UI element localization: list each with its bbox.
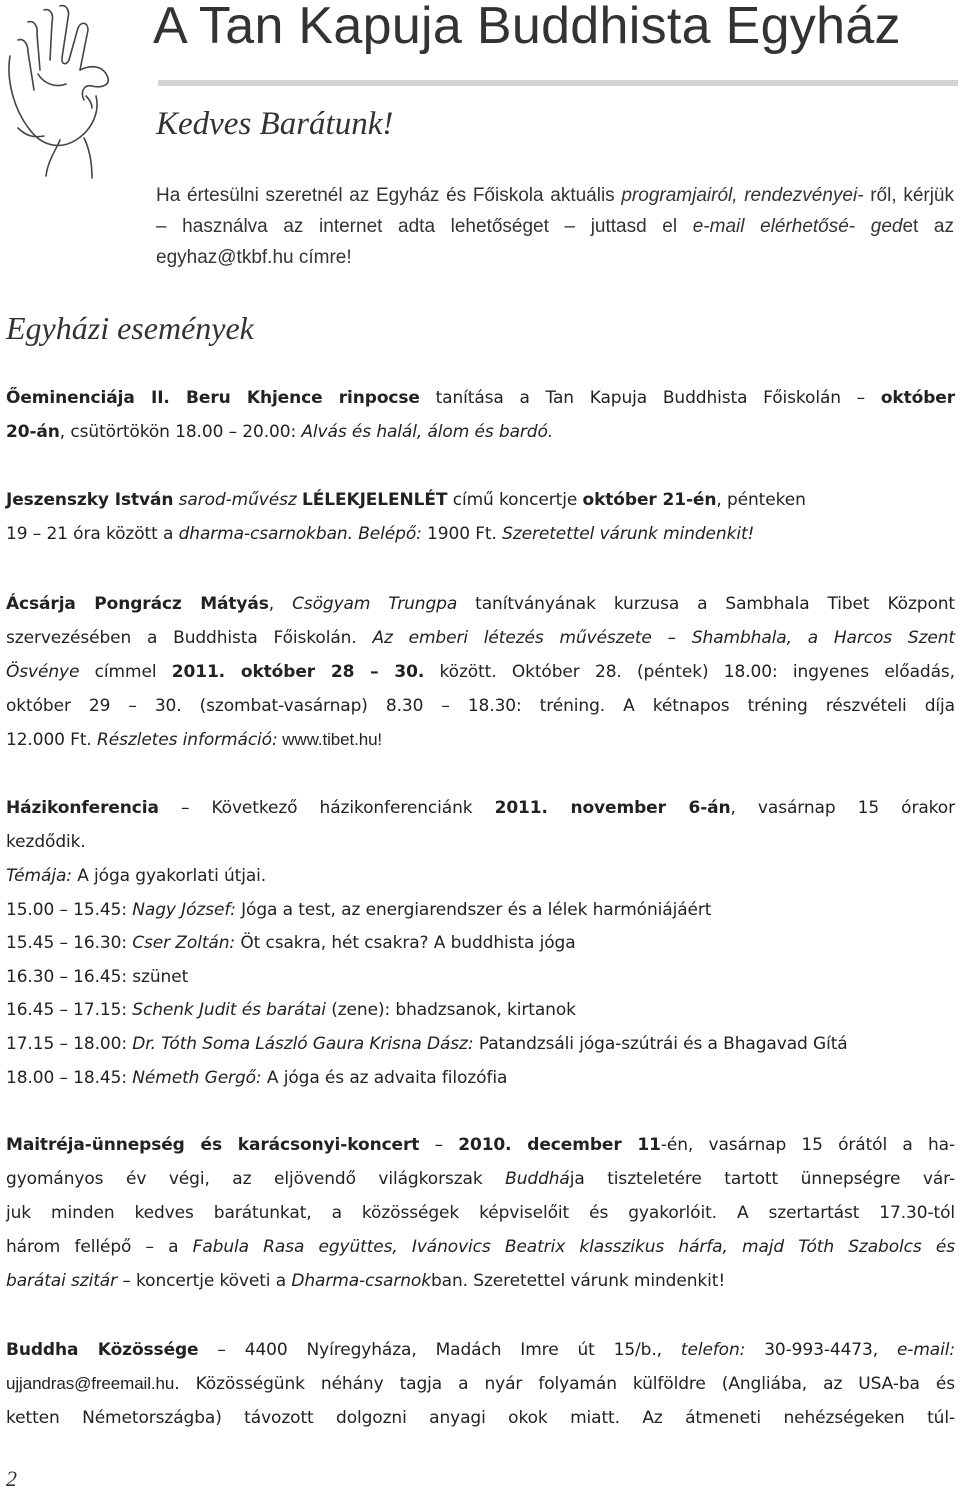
conference-schedule: [6, 860, 955, 1095]
schedule-item: 16.30 – 16.45: szünet: [6, 966, 189, 987]
event-jeszenszky-concert: Jeszenszky István sarod-művész LÉLEKJELENLÉT című koncertje október 21-én, pénteken 19 – 21 óra között a dharma-csarnokban. Belépő: 1900 Ft. Szeretettel várunk mindenkit!: [6, 490, 806, 544]
buddha-community-notice: Buddha Közössége – 4400 Nyíregyháza, Madách Imre út 15/b., telefon: 30-993-4473, e-mail: ujjandras@freemail.hu. Közösségünk néhány tagja a nyár folyamán külföldre (Angliába, az USA-ba és ketten Németországba) távozott dolgozni anyagi okok miatt. Az átmeneti nehézségeken túl-: [6, 1340, 955, 1428]
schedule-item: 15.45 – 16.30: Cser Zoltán: Öt csakra, hét csakra? A buddhista jóga: [6, 933, 576, 954]
schedule-item: 18.00 – 18.45: Németh Gergő: A jóga és az advaita filozófia: [6, 1067, 508, 1088]
event-beru-khjence: Őeminenciája II. Beru Khjence rinpocse tanítása a Tan Kapuja Buddhista Főiskolán – október 20-án, csütörtökön 18.00 – 20.00: Alvás és halál, álom és bardó.: [6, 388, 955, 442]
schedule-item: 16.45 – 17.15: Schenk Judit és barátai (zene): bhadzsanok, kirtanok: [6, 1000, 576, 1021]
schedule-item: 15.00 – 15.45: Nagy József: Jóga a test, az energiarendszer és a lélek harmóniájáért: [6, 899, 712, 920]
event-shambhala-course: Ácsárja Pongrácz Mátyás, Csögyam Trungpa tanítványának kurzusa a Sambhala Tibet Központ szervezésében a Buddhista Főiskolán. Az emberi létezés művészete – Shambhala, a Harcos Szent Ösvénye címmel 2011. október 28 – 30. között. Október 28. (péntek) 18.00: ingyenes előadás, október 29 – 30. (szombat-vasárnap) 8.30 – 18.30: tréning. A kétnapos tréning részvételi díja 12.000 Ft. Részletes információ: www.tibet.hu!: [6, 594, 955, 750]
page-title: A Tan Kapuja Buddhista Egyház: [153, 0, 901, 55]
mudra-hand-illustration: [0, 0, 150, 190]
community-email-link[interactable]: ujjandras@freemail.hu: [6, 1374, 175, 1393]
theme-line: Témája: A jóga gyakorlati útjai.: [6, 866, 267, 886]
title-divider: [158, 80, 958, 86]
email-link[interactable]: egyhaz@tkbf.hu: [156, 247, 294, 268]
page-number: 2: [6, 1466, 17, 1491]
greeting: Kedves Barátunk!: [156, 106, 394, 142]
event-maitreya-celebration: Maitréja-ünnepség és karácsonyi-koncert – 2010. december 11-én, vasárnap 15 órától a ha- gyományos év végi, az eljövendő világkorszak Buddhája tiszteletére tartott ünnepségre vár- juk minden kedves barátunkat, a közösségek képviselőit és gyakorlóit. A szertartást 17.30-tól három fellépő – a Fabula Rasa együttes, Ivánovics Beatrix klasszikus hárfa, majd Tóth Szabolcs és barátai szitár – koncertje követi a Dharma-csarnokban. Szeretettel várunk mindenkit!: [6, 1135, 955, 1291]
intro-paragraph: Ha értesülni szeretnél az Egyház és Főiskola aktuális programjairól, rendezvényei- ről, kérjük – használva az internet adta lehetőséget – juttasd el e-mail elérhetősé- gedet az egyhaz@tkbf.hu címre!: [156, 185, 954, 268]
schedule-item: 17.15 – 18.00: Dr. Tóth Soma László Gaura Krisna Dász: Patandzsáli jóga-szútrái és a Bhagavad Gítá: [6, 1033, 848, 1054]
tibet-url[interactable]: www.tibet.hu!: [277, 730, 383, 749]
section-heading: Egyházi események: [6, 310, 254, 346]
event-house-conference: Házikonferencia – Következő házikonferenciánk 2011. november 6-án, vasárnap 15 órakor kezdődik.: [6, 798, 955, 852]
